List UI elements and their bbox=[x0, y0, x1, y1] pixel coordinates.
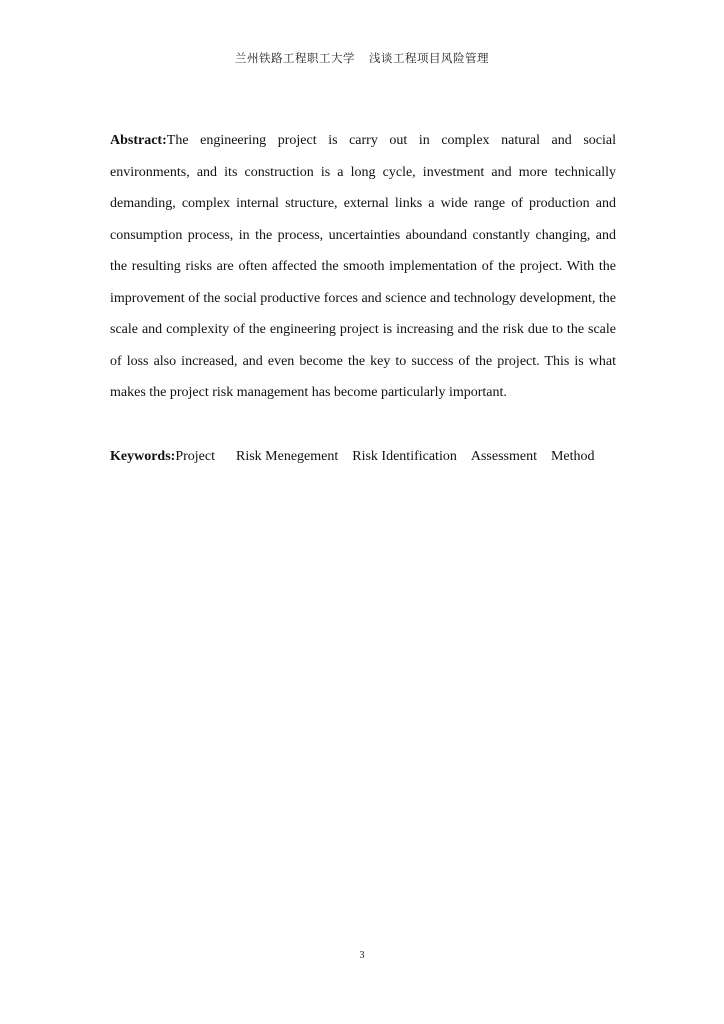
keyword-item: Risk Identification bbox=[352, 449, 457, 464]
abstract-label: Abstract: bbox=[110, 133, 167, 148]
header-institution: 兰州铁路工程职工大学 bbox=[235, 51, 355, 65]
abstract-paragraph bbox=[110, 125, 616, 409]
header-title: 浅谈工程项目风险管理 bbox=[369, 51, 489, 65]
page-header bbox=[0, 50, 724, 66]
keywords-label: Keywords: bbox=[110, 449, 176, 464]
keywords-line bbox=[110, 441, 630, 473]
keyword-item: Project bbox=[175, 449, 215, 464]
page-number: 3 bbox=[359, 950, 365, 961]
keyword-item: Method bbox=[550, 449, 595, 464]
keyword-item: Assessment bbox=[470, 449, 537, 464]
abstract-text: The engineering project is carry out in complex natural and social environments, and its construction is a long cycle, investment and more technically demanding, complex internal structure, external links a wide range of production and consumption process, in the process, uncertainties aboundand constantly changing, and the resulting risks are often affected the smooth implementation of the project. With the improvement of the social productive forces and science and technology development, the scale and complexity of the engineering project is increasing and the risk due to the scale of loss also increased, and even become the key to success of the project. This is what makes the project risk management has become particularly important. bbox=[110, 133, 616, 400]
keyword-item: Risk Menegement bbox=[235, 449, 339, 464]
